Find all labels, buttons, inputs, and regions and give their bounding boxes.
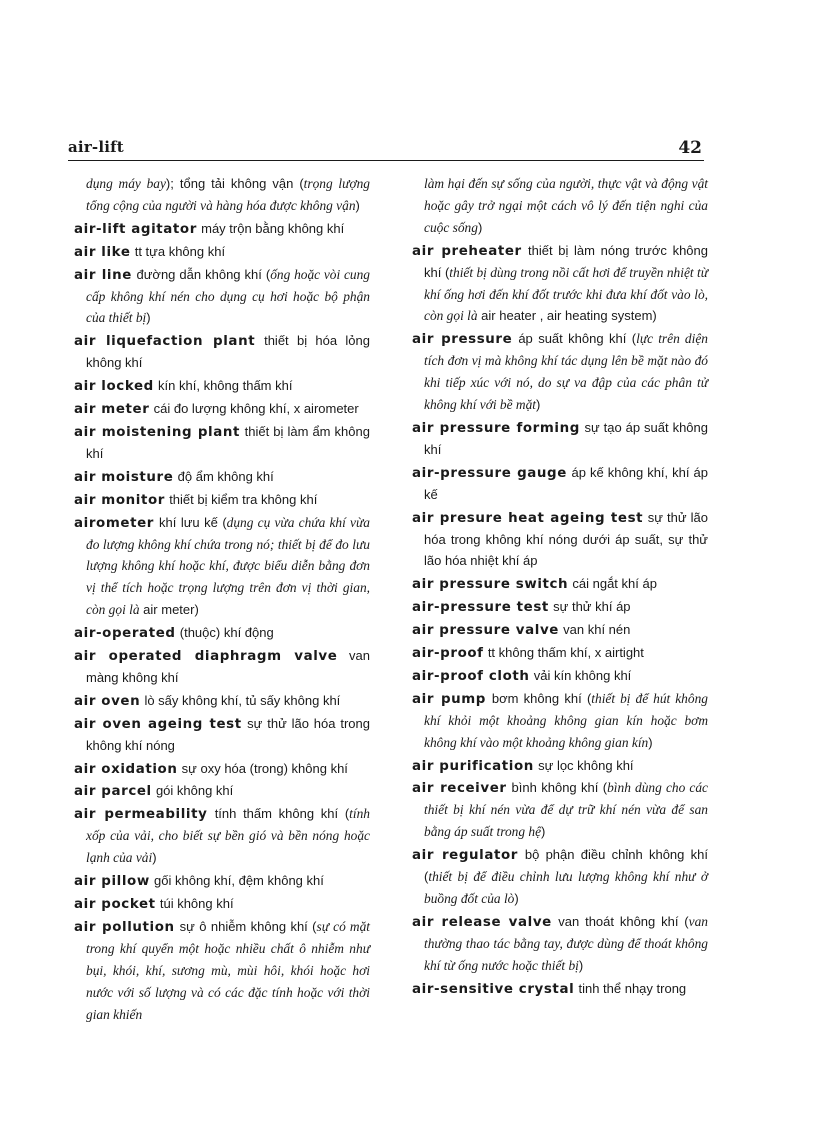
dictionary-entry (74, 513, 370, 623)
dictionary-entry (74, 265, 370, 331)
entry-term: air presure heat ageing test (412, 510, 644, 526)
entry-term: air pressure (412, 332, 513, 348)
entry-definition: van màng không khí (86, 648, 370, 685)
entry-definition: tt không thấm khí, x airtight (487, 645, 644, 661)
dictionary-entry (412, 508, 708, 574)
entry-term: air purification (412, 758, 534, 774)
dictionary-entry (412, 574, 708, 596)
entry-term: airometer (74, 515, 154, 531)
entry-definition: túi không khí (159, 896, 234, 911)
entry-tail: ) (477, 219, 483, 235)
entry-term: air receiver (412, 781, 507, 797)
dictionary-entry (74, 804, 370, 870)
dictionary-entry (412, 666, 708, 688)
entry-definition: sự tạo áp suất không khí (424, 419, 708, 457)
entry-term: air release valve (412, 914, 552, 930)
entry-definition: sự ô nhiễm không khí ( (179, 918, 317, 934)
dictionary-entry (74, 467, 370, 489)
dictionary-entry (74, 219, 370, 241)
dictionary-entry (412, 643, 708, 665)
entry-tail: ) (146, 310, 151, 326)
entry-definition: bình không khí ( (511, 780, 608, 796)
entry-term: air regulator (412, 848, 518, 864)
entry-definition: cái ngắt khí áp (572, 576, 657, 592)
entry-term: air oven (74, 693, 141, 709)
dictionary-entry (74, 917, 370, 1027)
entry-note: ống hoặc vòi cung cấp không khí nén cho dụng cụ hơi hoặc bộ phận của thiết bị (86, 266, 370, 326)
dictionary-entry (74, 422, 370, 466)
entry-term: air pump (412, 691, 486, 707)
entry-definition: sự thử khí áp (553, 599, 631, 615)
entry-term: air parcel (74, 784, 152, 800)
entry-tail: ) (541, 824, 546, 840)
entry-note: thiết bị để điều chỉnh lưu lượng không khí như ở buồng đốt của lò (424, 869, 708, 906)
entry-definition: khí lưu kế ( (159, 514, 227, 530)
dictionary-entry (412, 979, 708, 1001)
entry-term: air meter (74, 402, 150, 418)
entry-definition: kín khí, không thấm khí (158, 378, 293, 394)
entry-definition: thiết bị hóa lỏng không khí (86, 333, 370, 371)
dictionary-entry (74, 242, 370, 264)
entry-tail: air meter) (139, 602, 199, 618)
entry-definition: gối không khí, đệm không khí (154, 873, 324, 889)
entry-definition: tính thấm không khí ( (214, 806, 350, 822)
entry-rest: ); tổng tải không vận ( (165, 176, 304, 191)
dictionary-entry (74, 490, 370, 512)
header-rule (68, 160, 704, 161)
entry-tail: ) (648, 734, 653, 750)
entry-definition: thiết bị kiểm tra không khí (169, 491, 318, 507)
entry-definition: tinh thể nhạy trong (578, 980, 687, 996)
entry-definition: van khí nén (563, 622, 631, 638)
dictionary-entry (412, 329, 708, 417)
dictionary-entry (412, 912, 708, 978)
dictionary-entry (74, 646, 370, 690)
entry-definition: vải kín không khí (533, 667, 632, 683)
entry-term: air moistening plant (74, 424, 241, 440)
entry-term: air-proof (412, 646, 484, 662)
dictionary-entry (412, 689, 708, 755)
entry-definition: tt tựa không khí (134, 243, 226, 259)
entry-term: air locked (74, 379, 154, 395)
entry-tail: ) (152, 850, 157, 866)
entry-note: bình dùng cho các thiết bị khí nén vừa để dự trữ khí nén vừa để san bằng áp suất trong hệ (424, 780, 708, 840)
entry-note: lực trên diện tích đơn vị mà không khí tác dụng lên bề mặt nào đó khi tiếp xúc với nó, do sự va đập của các phân tử không khí với bề mặt (424, 331, 708, 413)
entry-tail: air heater , air heating system) (477, 308, 657, 324)
entry-definition: sự lọc không khí (538, 757, 634, 773)
entry-definition: gói không khí (155, 783, 234, 799)
dictionary-entry (412, 597, 708, 619)
dictionary-entry (412, 756, 708, 778)
entry-definition: độ ẩm không khí (177, 468, 274, 484)
dictionary-entry (412, 418, 708, 462)
dictionary-entry (74, 623, 370, 645)
entry-definition: sự thử lão hóa trong không khí nóng dưới áp suất, sự thử lão hóa nhiệt khí áp (424, 509, 708, 569)
entry-term: air pressure switch (412, 577, 569, 593)
entry-term: air oxidation (74, 761, 178, 777)
entry-definition: áp kế không khí, khí áp kế (424, 464, 708, 502)
entry-term: air-pressure gauge (412, 465, 567, 481)
entry-term: air-sensitive crystal (412, 981, 575, 997)
entry-note: dụng máy bay (86, 176, 166, 191)
dictionary-entry (412, 778, 708, 844)
left-column (74, 174, 370, 1027)
entry-note: van thường thao tác bằng tay, được dùng để thoát không khí từ ống nước hoặc thiết bị (424, 913, 708, 973)
entry-note: tính xốp của vải, cho biết sự bền gió và bền nóng hoặc lạnh của vải (86, 806, 370, 866)
entry-definition: van thoát không khí ( (558, 913, 689, 929)
right-column (412, 174, 708, 1002)
entry-term: air pillow (74, 874, 150, 890)
entry-term: air oven ageing test (74, 716, 242, 732)
entry-term: air permeability (74, 807, 208, 823)
dictionary-entry (412, 845, 708, 911)
dictionary-entry (412, 463, 708, 507)
entry-definition: lò sấy không khí, tủ sấy không khí (144, 692, 341, 708)
header-headword: air-lift (68, 138, 124, 156)
entry-definition: đường dẫn không khí ( (136, 266, 271, 282)
entry-term: air pollution (74, 919, 175, 935)
entry-term: air moisture (74, 469, 174, 485)
entry-definition: thiết bị làm ẩm không khí (86, 423, 370, 461)
entry-tail: ) (578, 957, 584, 973)
dictionary-entry (74, 399, 370, 421)
entry-term: air-operated (74, 626, 176, 642)
entry-term: air preheater (412, 243, 522, 259)
entry-term: air-pressure test (412, 600, 549, 616)
entry-term: air pressure valve (412, 623, 559, 639)
entry-tail: ) (514, 891, 519, 906)
entry-definition: thiết bị làm nóng trước không khí ( (424, 242, 708, 280)
dictionary-entry (412, 620, 708, 642)
dictionary-entry (74, 691, 370, 713)
entry-term: air monitor (74, 492, 165, 508)
entry-note: dụng cụ vừa chứa khí vừa đo lượng không khí chứa trong nó; thiết bị để đo lưu lượng không khí hoặc khí, được biểu diễn bằng đơn vị thể tích hoặc trọng lượng trên đơn vị thời gian, còn gọi là (86, 514, 370, 618)
entry-definition: bộ phận điều chỉnh không khí ( (424, 847, 708, 885)
entry-definition: máy trộn bằng không khí (201, 220, 345, 236)
running-header (68, 138, 704, 162)
dictionary-entry (74, 781, 370, 803)
dictionary-entry (74, 331, 370, 375)
entry-continuation (86, 174, 370, 218)
entry-definition: bơm không khí ( (491, 690, 592, 706)
dictionary-entry (74, 759, 370, 781)
entry-term: air pressure forming (412, 420, 580, 436)
entry-definition: cái đo lượng không khí, x airometer (153, 401, 359, 417)
entry-term: air line (74, 267, 132, 283)
entry-term: air liquefaction plant (74, 334, 256, 350)
entry-term: air like (74, 244, 131, 260)
entry-definition: (thuộc) khí động (179, 625, 274, 641)
entry-term: air pocket (74, 897, 156, 912)
entry-term: air operated diaphragm valve (74, 649, 338, 665)
dictionary-entry (74, 714, 370, 758)
entry-note: thiết bị dùng trong nồi cất hơi để truyền nhiệt từ khí ống hơi đến khí đốt trước khi đưa khí đốt vào lò, còn gọi là (424, 264, 708, 324)
entry-definition: sự thử lão hóa trong không khí nóng (86, 715, 370, 753)
page-number: 42 (678, 138, 702, 158)
entry-definition: sự oxy hóa (trong) không khí (181, 760, 348, 776)
entry-tail: ) (355, 197, 360, 213)
dictionary-entry (74, 376, 370, 398)
entry-tail: ) (536, 397, 541, 413)
entry-term: air-lift agitator (74, 221, 197, 237)
entry-note: làm hại đến sự sống của người, thực vật và động vật hoặc gây trở ngại một cách vô lý đến tiện nghi của cuộc sống (424, 176, 708, 235)
dictionary-entry (74, 871, 370, 893)
entry-definition: áp suất không khí ( (518, 331, 637, 347)
entry-note: sự có mặt trong khí quyển một hoặc nhiều chất ô nhiễm như bụi, khói, khí, sương mù, mùi hôi, khói hoặc hơi nước với số lượng và có các đặc tính hoặc với thời gian khiến (86, 918, 370, 1022)
entry-term: air-proof cloth (412, 668, 530, 684)
entry-note: trọng lượng tổng cộng của người và hàng hóa được không vận (86, 176, 370, 213)
dictionary-entry (412, 241, 708, 329)
entry-continuation (424, 174, 708, 240)
dictionary-entry (74, 894, 370, 916)
entry-note: thiết bị để hút không khí khỏi một khoảng không gian kín hoặc bơm không khí vào một khoảng không gian kín (424, 690, 708, 750)
